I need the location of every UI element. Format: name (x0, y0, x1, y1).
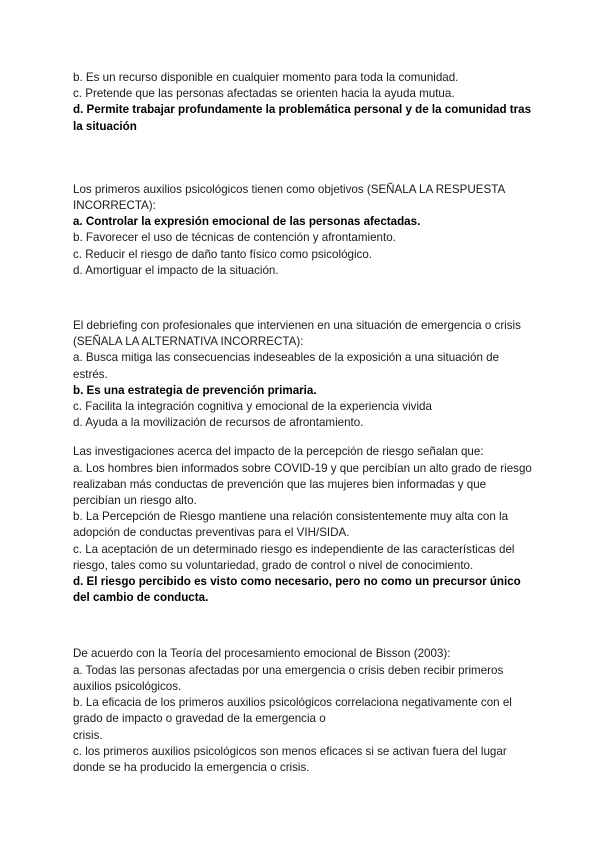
option-b: b. Favorecer el uso de técnicas de contención y afrontamiento. (73, 231, 396, 245)
question-block (73, 182, 533, 279)
option-c: c. La aceptación de un determinado riesgo es independiente de las características del riesgo, tales como su voluntariedad, grado de control o nivel de conocimiento. (73, 542, 515, 572)
option-b: b. La Percepción de Riesgo mantiene una relación consistentemente muy alta con la adopción de conductas preventivas para el VIH/SIDA. (73, 510, 509, 540)
option-a: a. Busca mitiga las consecuencias indeseables de la exposición a una situación de estrés. (73, 351, 500, 381)
option-a-answer: a. Controlar la expresión emocional de las personas afectadas. (73, 215, 421, 229)
option-d-answer: d. Permite trabajar profundamente la problemática personal y de la comunidad tras la situación (73, 103, 532, 133)
option-d-answer: d. El riesgo percibido es visto como necesario, pero no como un precursor único del cambio de conducta. (73, 575, 521, 605)
option-c: c. Reducir el riesgo de daño tanto físico como psicológico. (73, 247, 373, 261)
option-c: c. Pretende que las personas afectadas se orienten hacia la ayuda mutua. (73, 87, 455, 101)
document-body (73, 70, 533, 776)
question-block (73, 444, 533, 606)
option-a: a. Todas las personas afectadas por una emergencia o crisis deben recibir primeros auxilios psicológicos. (73, 663, 504, 693)
question-stem: Los primeros auxilios psicológicos tienen como objetivos (SEÑALA LA RESPUESTA INCORRECTA): (73, 182, 505, 213)
option-c: c. Facilita la integración cognitiva y emocional de la experiencia vivida (73, 400, 432, 414)
option-b: b. Es un recurso disponible en cualquier momento para toda la comunidad. (73, 71, 459, 84)
option-b: b. La eficacia de los primeros auxilios psicológicos correlaciona negativamente con el grado de impacto o gravedad de la emergencia o (73, 696, 512, 726)
question-stem: El debriefing con profesionales que intervienen en una situación de emergencia o crisis (SEÑALA LA ALTERNATIVA INCORRECTA): (73, 319, 521, 349)
question-block (73, 318, 533, 431)
option-a: a. Los hombres bien informados sobre COVID-19 y que percibían un alto grado de riesgo realizaban más conductas de prevención que las mujeres bien informadas y que percibían un riesgo alto. (73, 461, 532, 508)
question-stem: Las investigaciones acerca del impacto de la percepción de riesgo señalan que: (73, 445, 484, 459)
option-c: c. los primeros auxilios psicológicos son menos eficaces si se activan fuera del lugar donde se ha producido la emergencia o crisis. (73, 744, 507, 774)
question-block (73, 646, 533, 776)
question-stem: De acuerdo con la Teoría del procesamiento emocional de Bisson (2003): (73, 647, 451, 661)
question-block (73, 70, 533, 135)
option-b-answer: b. Es una estrategia de prevención primaria. (73, 383, 317, 397)
option-d: d. Ayuda a la movilización de recursos de afrontamiento. (73, 416, 364, 430)
option-b-continued: crisis. (73, 728, 103, 742)
option-d: d. Amortiguar el impacto de la situación. (73, 263, 279, 277)
